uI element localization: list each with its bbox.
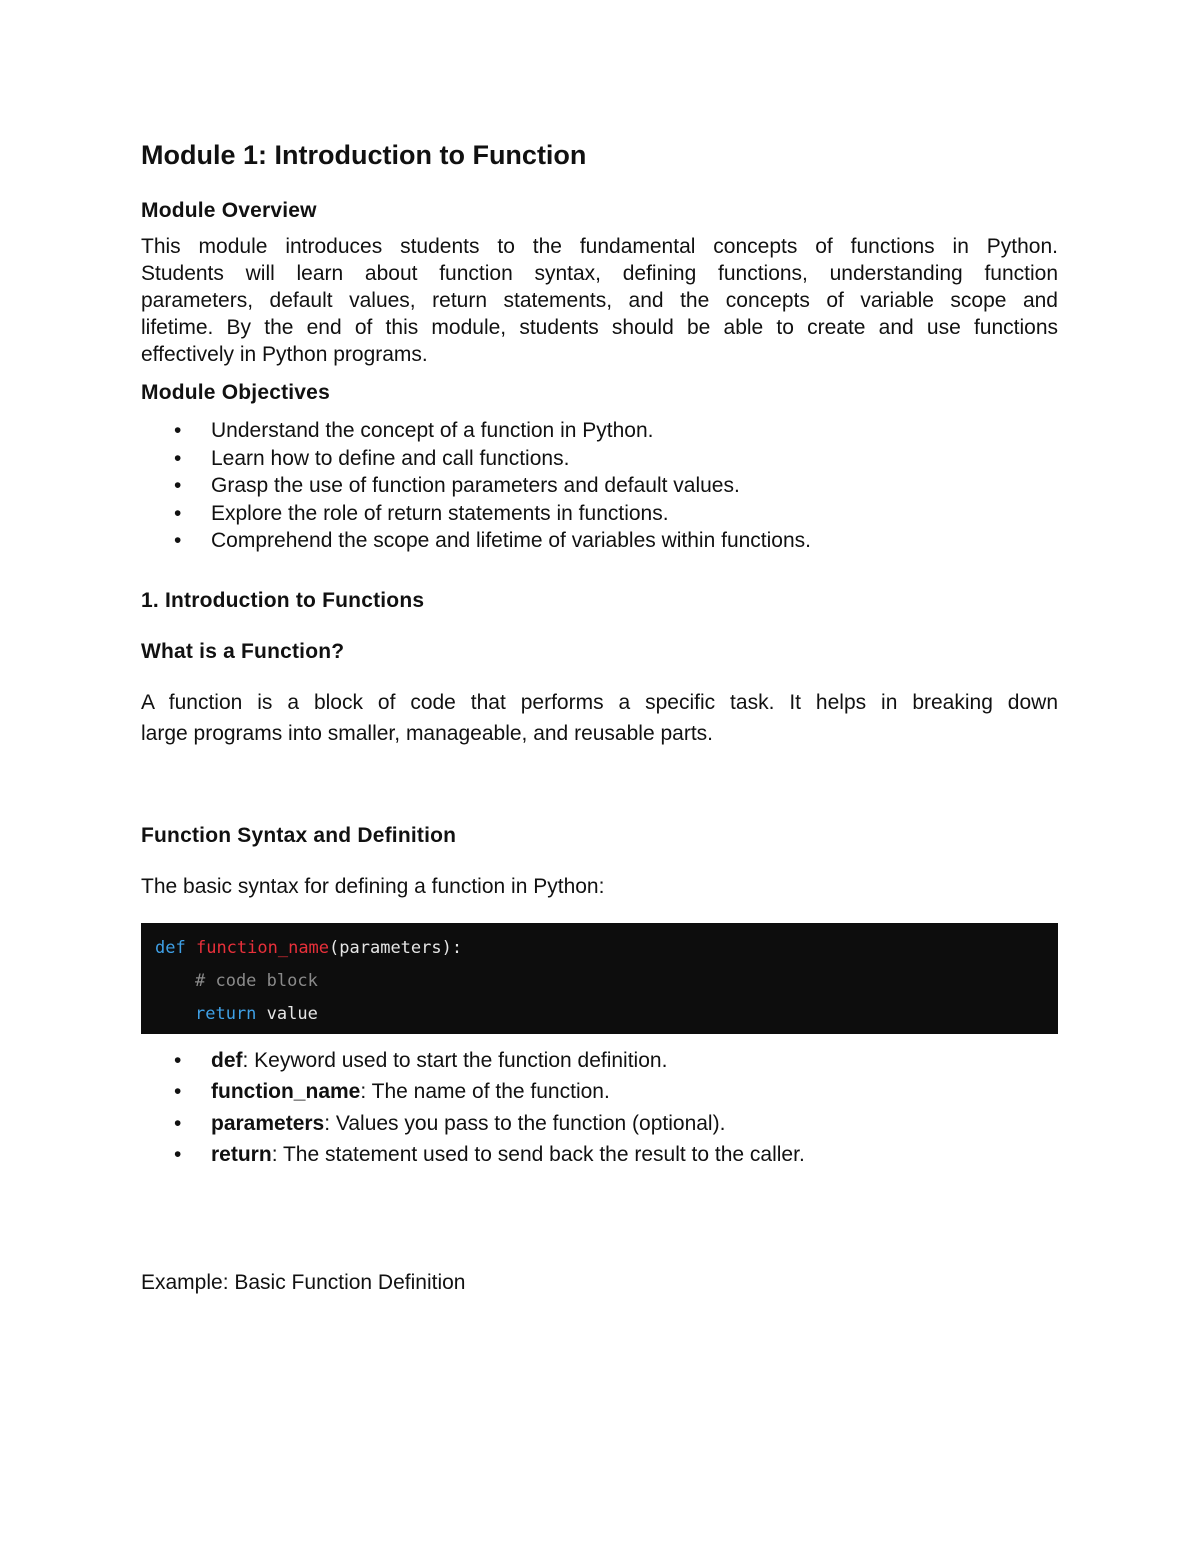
list-item: • Learn how to define and call functions. [141, 445, 811, 473]
term: function_name [211, 1080, 361, 1104]
term: return [211, 1142, 272, 1166]
bullet-icon: • [174, 1049, 182, 1072]
bullet-icon: • [174, 419, 182, 442]
code-line: return value [195, 1004, 318, 1024]
overview-line: Students will learn about function syntax, defining functions, understanding function [141, 262, 1058, 285]
code-block [141, 923, 1058, 1034]
bullet-icon: • [174, 1080, 182, 1104]
list-item: • Understand the concept of a function in Python. [141, 417, 811, 445]
list-item: • Grasp the use of function parameters and default values. [141, 472, 811, 500]
list-item: • function_name: The name of the function. [141, 1076, 805, 1107]
bullet-icon: • [174, 1111, 182, 1135]
bullet-icon: • [174, 474, 182, 497]
list-item: • def: Keyword used to start the function definition. [141, 1045, 805, 1076]
term: def [211, 1049, 243, 1072]
list-item: • Comprehend the scope and lifetime of variables within functions. [141, 527, 811, 555]
list-item: • parameters: Values you pass to the function (optional). [141, 1108, 805, 1139]
syntax-intro: The basic syntax for defining a function in Python: [141, 875, 605, 898]
list-item: • return: The statement used to send back the result to the caller. [141, 1139, 805, 1170]
paragraph-line: A function is a block of code that performs a specific task. It helps in breaking down [141, 691, 1058, 714]
page-title: Module 1: Introduction to Function [141, 140, 587, 170]
code-line: def function_name(parameters): [155, 938, 463, 958]
section-heading: 1. Introduction to Functions [141, 589, 425, 612]
overview-line: lifetime. By the end of this module, students should be able to create and use functions [141, 316, 1058, 339]
subsection-heading: Function Syntax and Definition [141, 824, 457, 847]
overview-line: This module introduces students to the fundamental concepts of functions in Python. [141, 235, 1058, 258]
example-label: Example: Basic Function Definition [141, 1271, 466, 1294]
subsection-heading: What is a Function? [141, 640, 345, 663]
overview-heading: Module Overview [141, 199, 317, 222]
objectives-list [141, 417, 811, 555]
bullet-icon: • [174, 446, 182, 470]
overview-line: effectively in Python programs. [141, 343, 428, 366]
term: parameters [211, 1111, 325, 1135]
paragraph-line: large programs into smaller, manageable, and reusable parts. [141, 722, 713, 745]
code-line: # code block [195, 971, 318, 991]
syntax-terms-list [141, 1045, 805, 1170]
list-item: • Explore the role of return statements in functions. [141, 500, 811, 528]
overview-line: parameters, default values, return statements, and the concepts of variable scope and [141, 289, 1058, 312]
bullet-icon: • [174, 529, 182, 552]
bullet-icon: • [174, 1142, 182, 1166]
objectives-heading: Module Objectives [141, 381, 330, 404]
bullet-icon: • [174, 501, 182, 525]
